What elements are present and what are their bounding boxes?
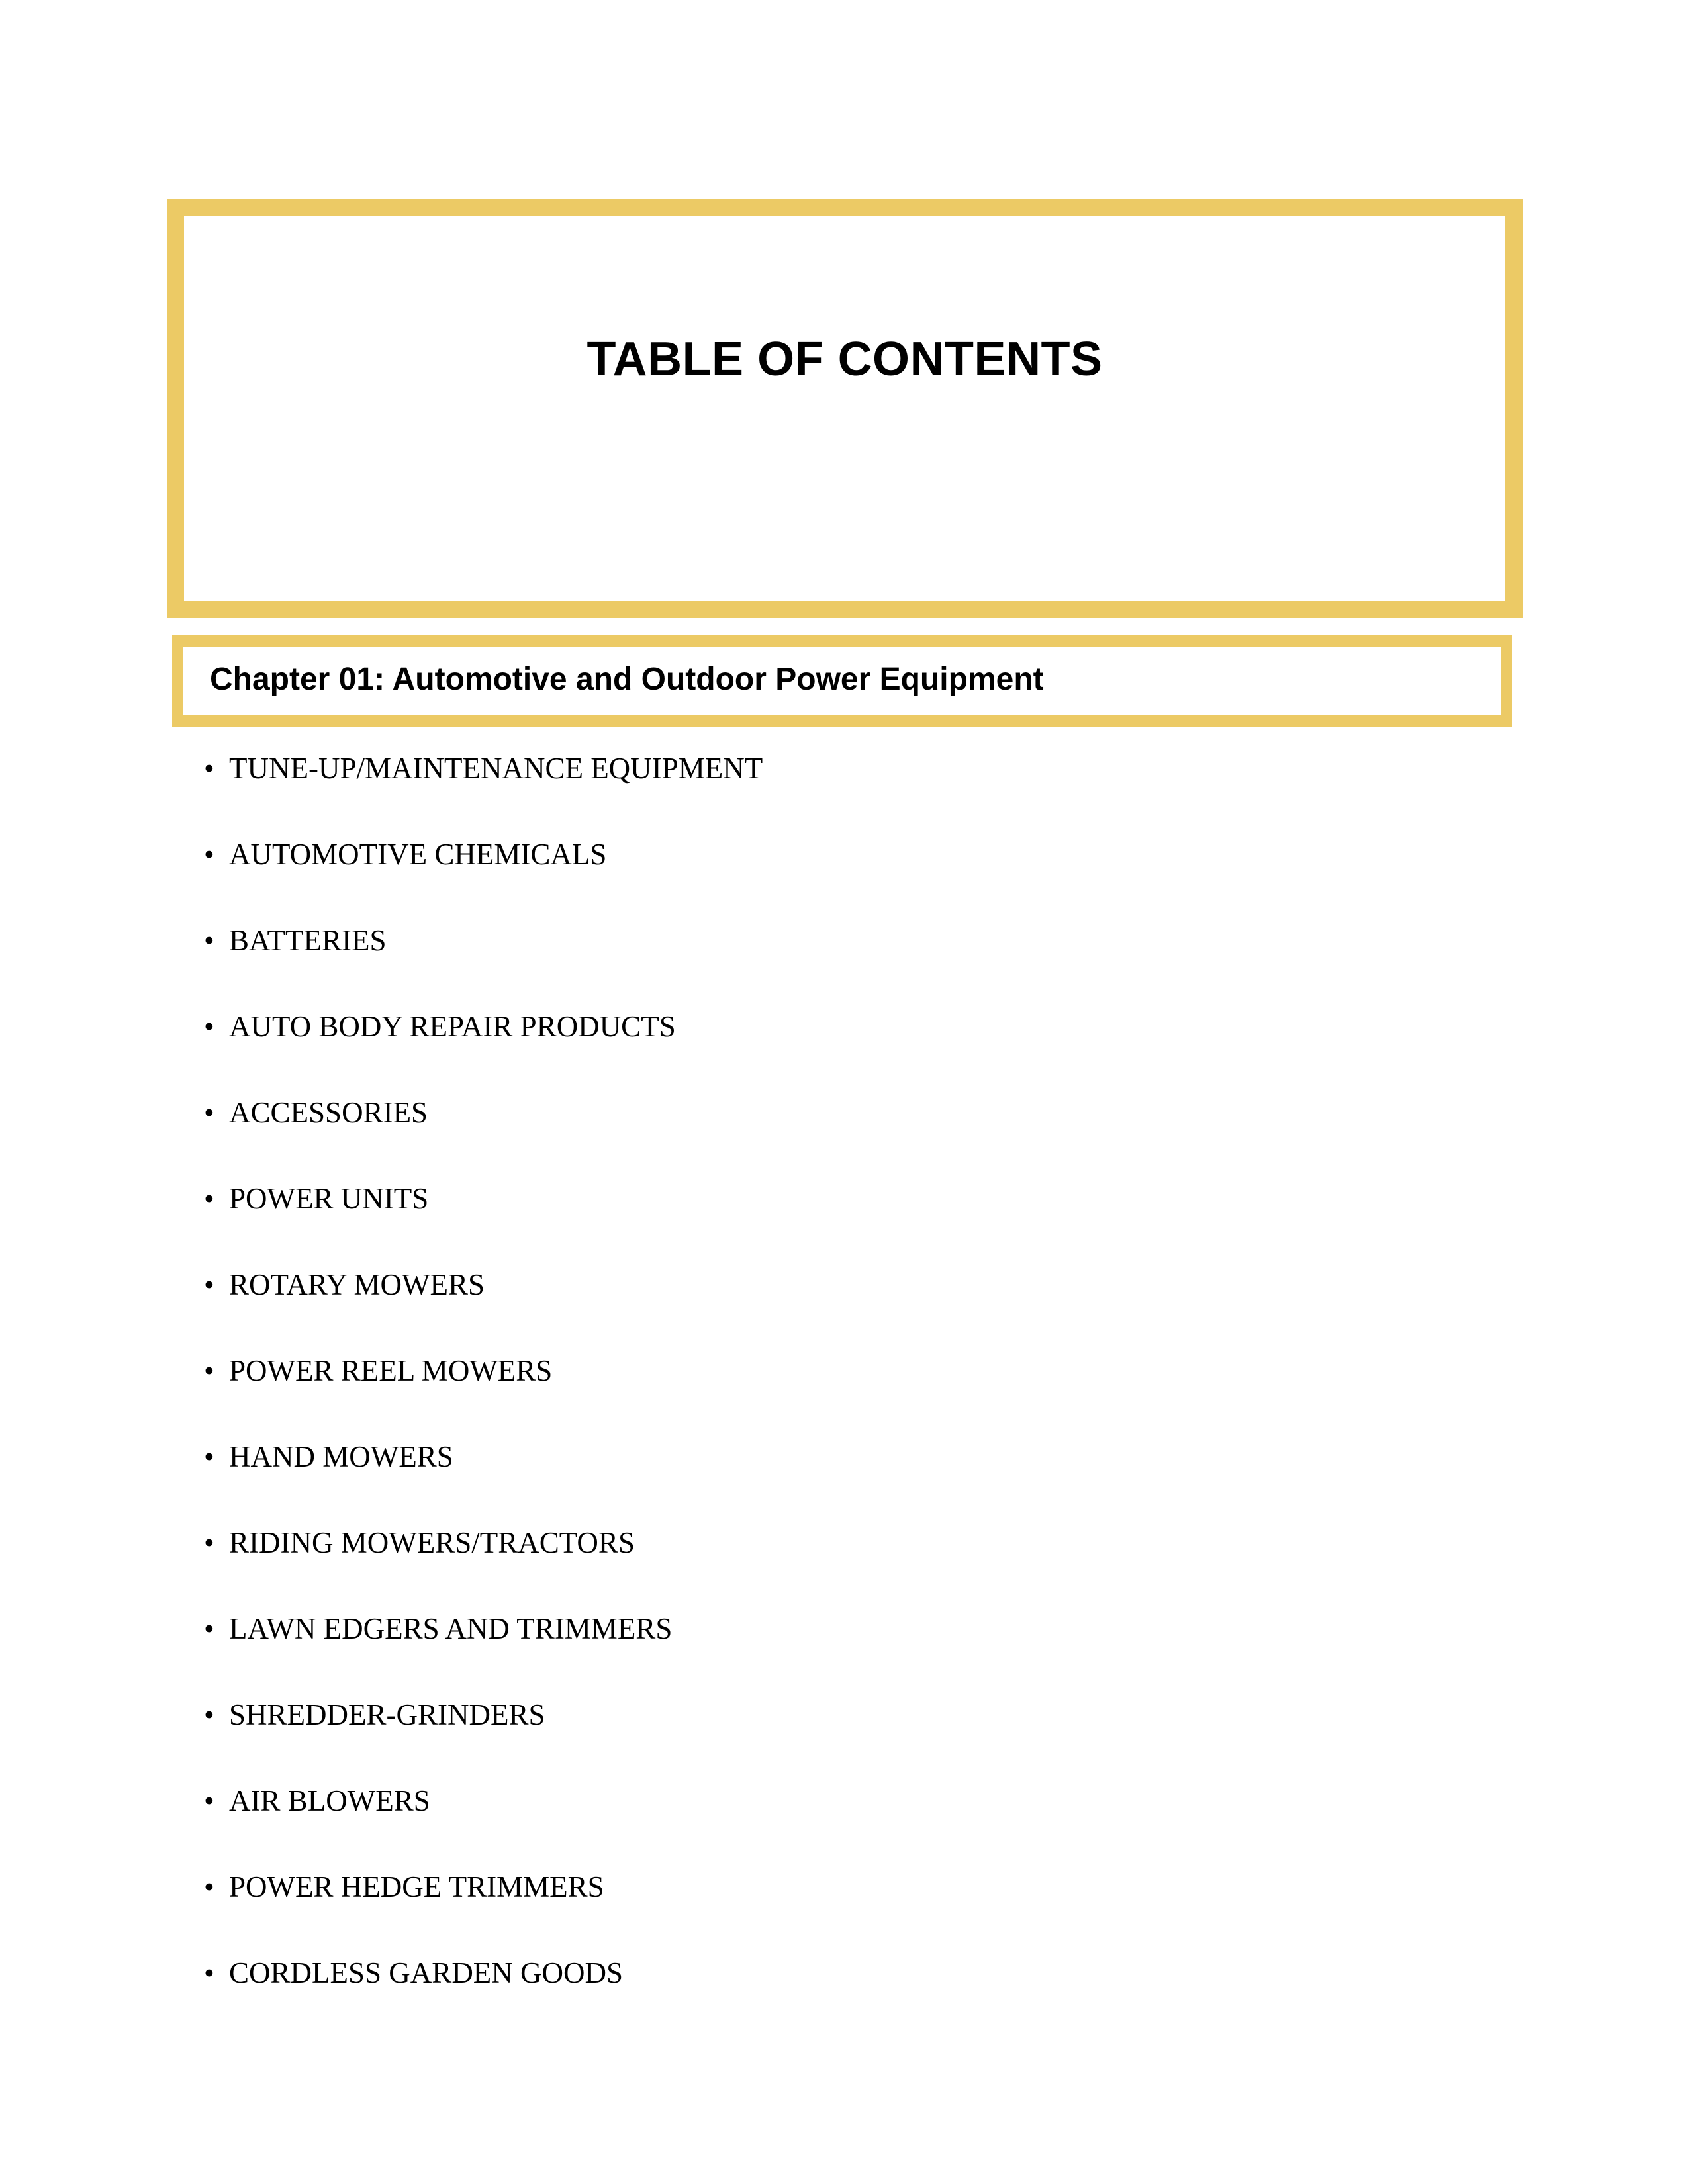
bullet-icon: •	[204, 1870, 214, 1903]
toc-item-label: ACCESSORIES	[229, 1096, 428, 1129]
chapter-heading-box	[172, 635, 1512, 727]
toc-item	[204, 1089, 763, 1175]
toc-item	[204, 1261, 763, 1347]
toc-item	[204, 831, 763, 917]
toc-item	[204, 917, 763, 1003]
bullet-icon: •	[204, 1784, 214, 1817]
toc-item-label: TUNE-UP/MAINTENANCE EQUIPMENT	[229, 752, 763, 785]
toc-item-label: HAND MOWERS	[229, 1440, 453, 1473]
toc-item-label: AUTO BODY REPAIR PRODUCTS	[229, 1010, 676, 1043]
page-title: TABLE OF CONTENTS	[586, 333, 1103, 386]
bullet-icon: •	[204, 1440, 214, 1473]
toc-item	[204, 1003, 763, 1089]
toc-item-label: RIDING MOWERS/TRACTORS	[229, 1526, 635, 1559]
toc-item-label: BATTERIES	[229, 924, 387, 957]
toc-item-label: POWER HEDGE TRIMMERS	[229, 1870, 604, 1903]
bullet-icon: •	[204, 1354, 214, 1387]
toc-item-label: POWER REEL MOWERS	[229, 1354, 553, 1387]
toc-item-label: ROTARY MOWERS	[229, 1268, 485, 1301]
toc-item	[204, 1950, 763, 2036]
chapter-heading: Chapter 01: Automotive and Outdoor Power Equipment	[210, 662, 1044, 697]
toc-item-label: AIR BLOWERS	[229, 1784, 430, 1817]
bullet-icon: •	[204, 1526, 214, 1559]
bullet-icon: •	[204, 1268, 214, 1301]
bullet-icon: •	[204, 1010, 214, 1043]
toc-item	[204, 1347, 763, 1433]
toc-item	[204, 1692, 763, 1778]
toc-item-label: AUTOMOTIVE CHEMICALS	[229, 838, 607, 871]
toc-item	[204, 1864, 763, 1950]
bullet-icon: •	[204, 1182, 214, 1215]
toc-item	[204, 1520, 763, 1606]
toc-item-label: LAWN EDGERS AND TRIMMERS	[229, 1612, 673, 1645]
bullet-icon: •	[204, 1698, 214, 1731]
toc-item	[204, 1778, 763, 1864]
bullet-icon: •	[204, 924, 214, 957]
bullet-icon: •	[204, 1612, 214, 1645]
toc-item	[204, 1606, 763, 1692]
bullet-icon: •	[204, 1096, 214, 1129]
bullet-icon: •	[204, 838, 214, 871]
toc-list	[204, 745, 763, 2036]
toc-item-label: SHREDDER-GRINDERS	[229, 1698, 545, 1731]
toc-item	[204, 745, 763, 831]
toc-item	[204, 1433, 763, 1520]
bullet-icon: •	[204, 752, 214, 785]
toc-item-label: POWER UNITS	[229, 1182, 429, 1215]
title-box	[167, 199, 1523, 618]
toc-item-label: CORDLESS GARDEN GOODS	[229, 1956, 624, 1989]
bullet-icon: •	[204, 1956, 214, 1989]
toc-item	[204, 1175, 763, 1261]
